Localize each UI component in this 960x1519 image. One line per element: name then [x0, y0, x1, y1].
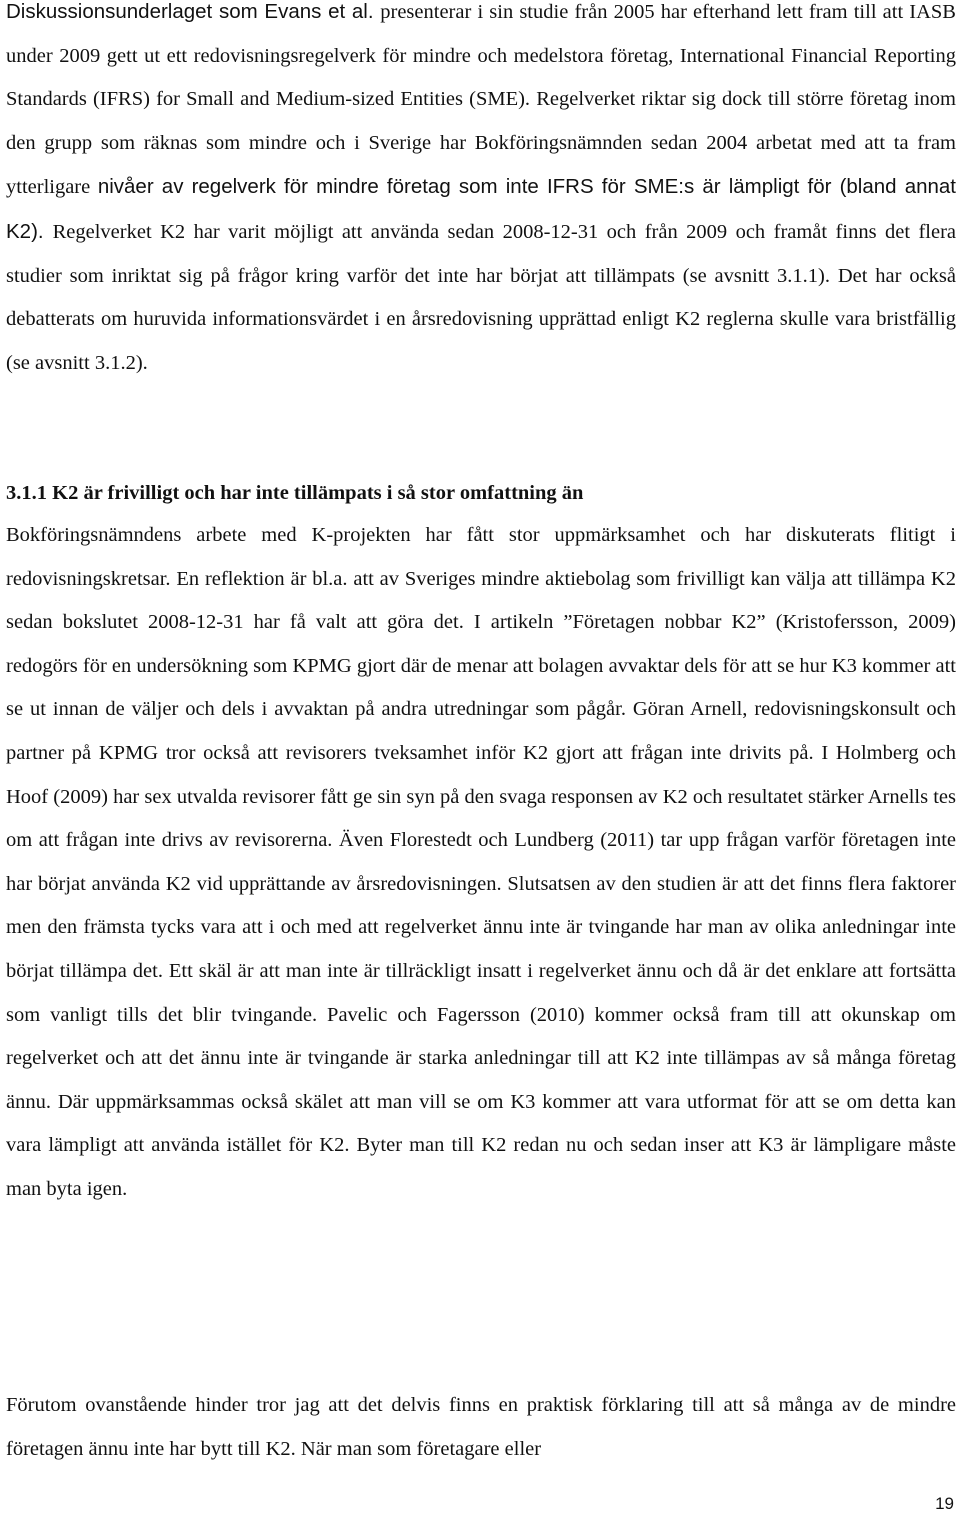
paragraph-segment: finns det flera studier som inriktat sig på frågor kring varför det inte har börjat att tillämpats (se avsnitt 3.1.1). — [6, 220, 957, 287]
paragraph-segment: Regelverket K2 har varit möjligt att använda sedan 2008-12-31 och från 2009 och framåt — [52, 220, 836, 243]
body-paragraph: Förutom ovanstående hinder tror jag att det delvis finns en praktisk förklaring till att så många av de mindre företagen ännu inte har bytt till K2. När man som företagare eller — [6, 1394, 956, 1460]
body-paragraph — [6, 0, 956, 385]
paragraph-segment: nivåer av regelverk för mindre företag som inte IFRS för SME:s är lämpligt för (bland annat K2). — [6, 175, 957, 243]
paragraph-segment: Det har också debatterats om huruvida informationsvärdet i en årsredovisning upprättad enligt K2 reglerna skulle vara bristfällig (se avsnitt 3.1.2). — [6, 264, 956, 374]
paragraph-segment: Regelverket riktar sig dock till större företag inom den grupp som räknas som mindre och i Sverige har Bokföringsnämnden sedan 2004 arbetat med att ta fram ytterligare — [6, 88, 956, 199]
body-paragraph: Bokföringsnämndens arbete med K-projekten har fått stor uppmärksamhet och har diskuterats flitigt i redovisningskretsar. En reflektion är bl.a. att av Sveriges mindre aktiebolag som frivilligt kan välja att tillämpa K2 sedan bokslutet 2008-12-31 har få valt att göra det. I artikeln ”Företagen nobbar K2” (Kristofersson, 2009) redogörs för en undersökning som KPMG gjort där de menar att bolagen avvaktar dels för att se hur K3 kommer att se ut innan de väljer och dels i avvaktan på andra utredningar som pågår. Göran Arnell, redovisningskonsult och partner på KPMG tror också att revisorers tveksamhet inför K2 gjort att frågan inte drivits på. I Holmberg och Hoof (2009) har sex utvalda revisorer fått ge sin syn på den svaga responsen av K2 och resultatet stärker Arnells tes om att frågan inte drivs av revisorerna. Även Florestedt och Lundberg (2011) tar upp frågan varför företagen inte har börjat använda K2 vid upprättande av årsredovisningen. Slutsatsen av den studien är att det finns flera faktorer men den främsta tycks vara att i och med att regelverket ännu inte är tvingande har man av olika anledningar inte börjat tillämpa det. Ett skäl är att man inte är tillräckligt insatt i regelverket ännu och då är det enklare att fortsätta som vanligt tills det blir tvingande. Pavelic och Fagersson (2010) kommer också fram till att okunskap om regelverket och att det ännu inte är tvingande är starka anledningar till att K2 inte tillämpas av så många företag ännu. Där uppmärksammas också skälet att man vill se om K3 kommer att vara utformat för att se om detta kan vara lämpligt att använda istället för K2. Byter man till K2 redan nu och sedan inser att K3 är lämpligare måste man byta igen. — [6, 524, 956, 1200]
page-number: 19 — [935, 1494, 954, 1513]
paragraph-segment: Diskussionsunderlaget som Evans et al. — [6, 0, 381, 23]
section-heading: 3.1.1 K2 är frivilligt och har inte tillämpats i så stor omfattning än — [6, 482, 584, 504]
paragraph-segment: presenterar i sin studie från 2005 har efterhand lett fram till att IASB under 2009 gett ut ett redovisningsregelverk för mindre och medelstora företag, International Financial Reporting Standards (IFRS) for Small and Medium-sized Entities (SME). — [6, 1, 956, 111]
